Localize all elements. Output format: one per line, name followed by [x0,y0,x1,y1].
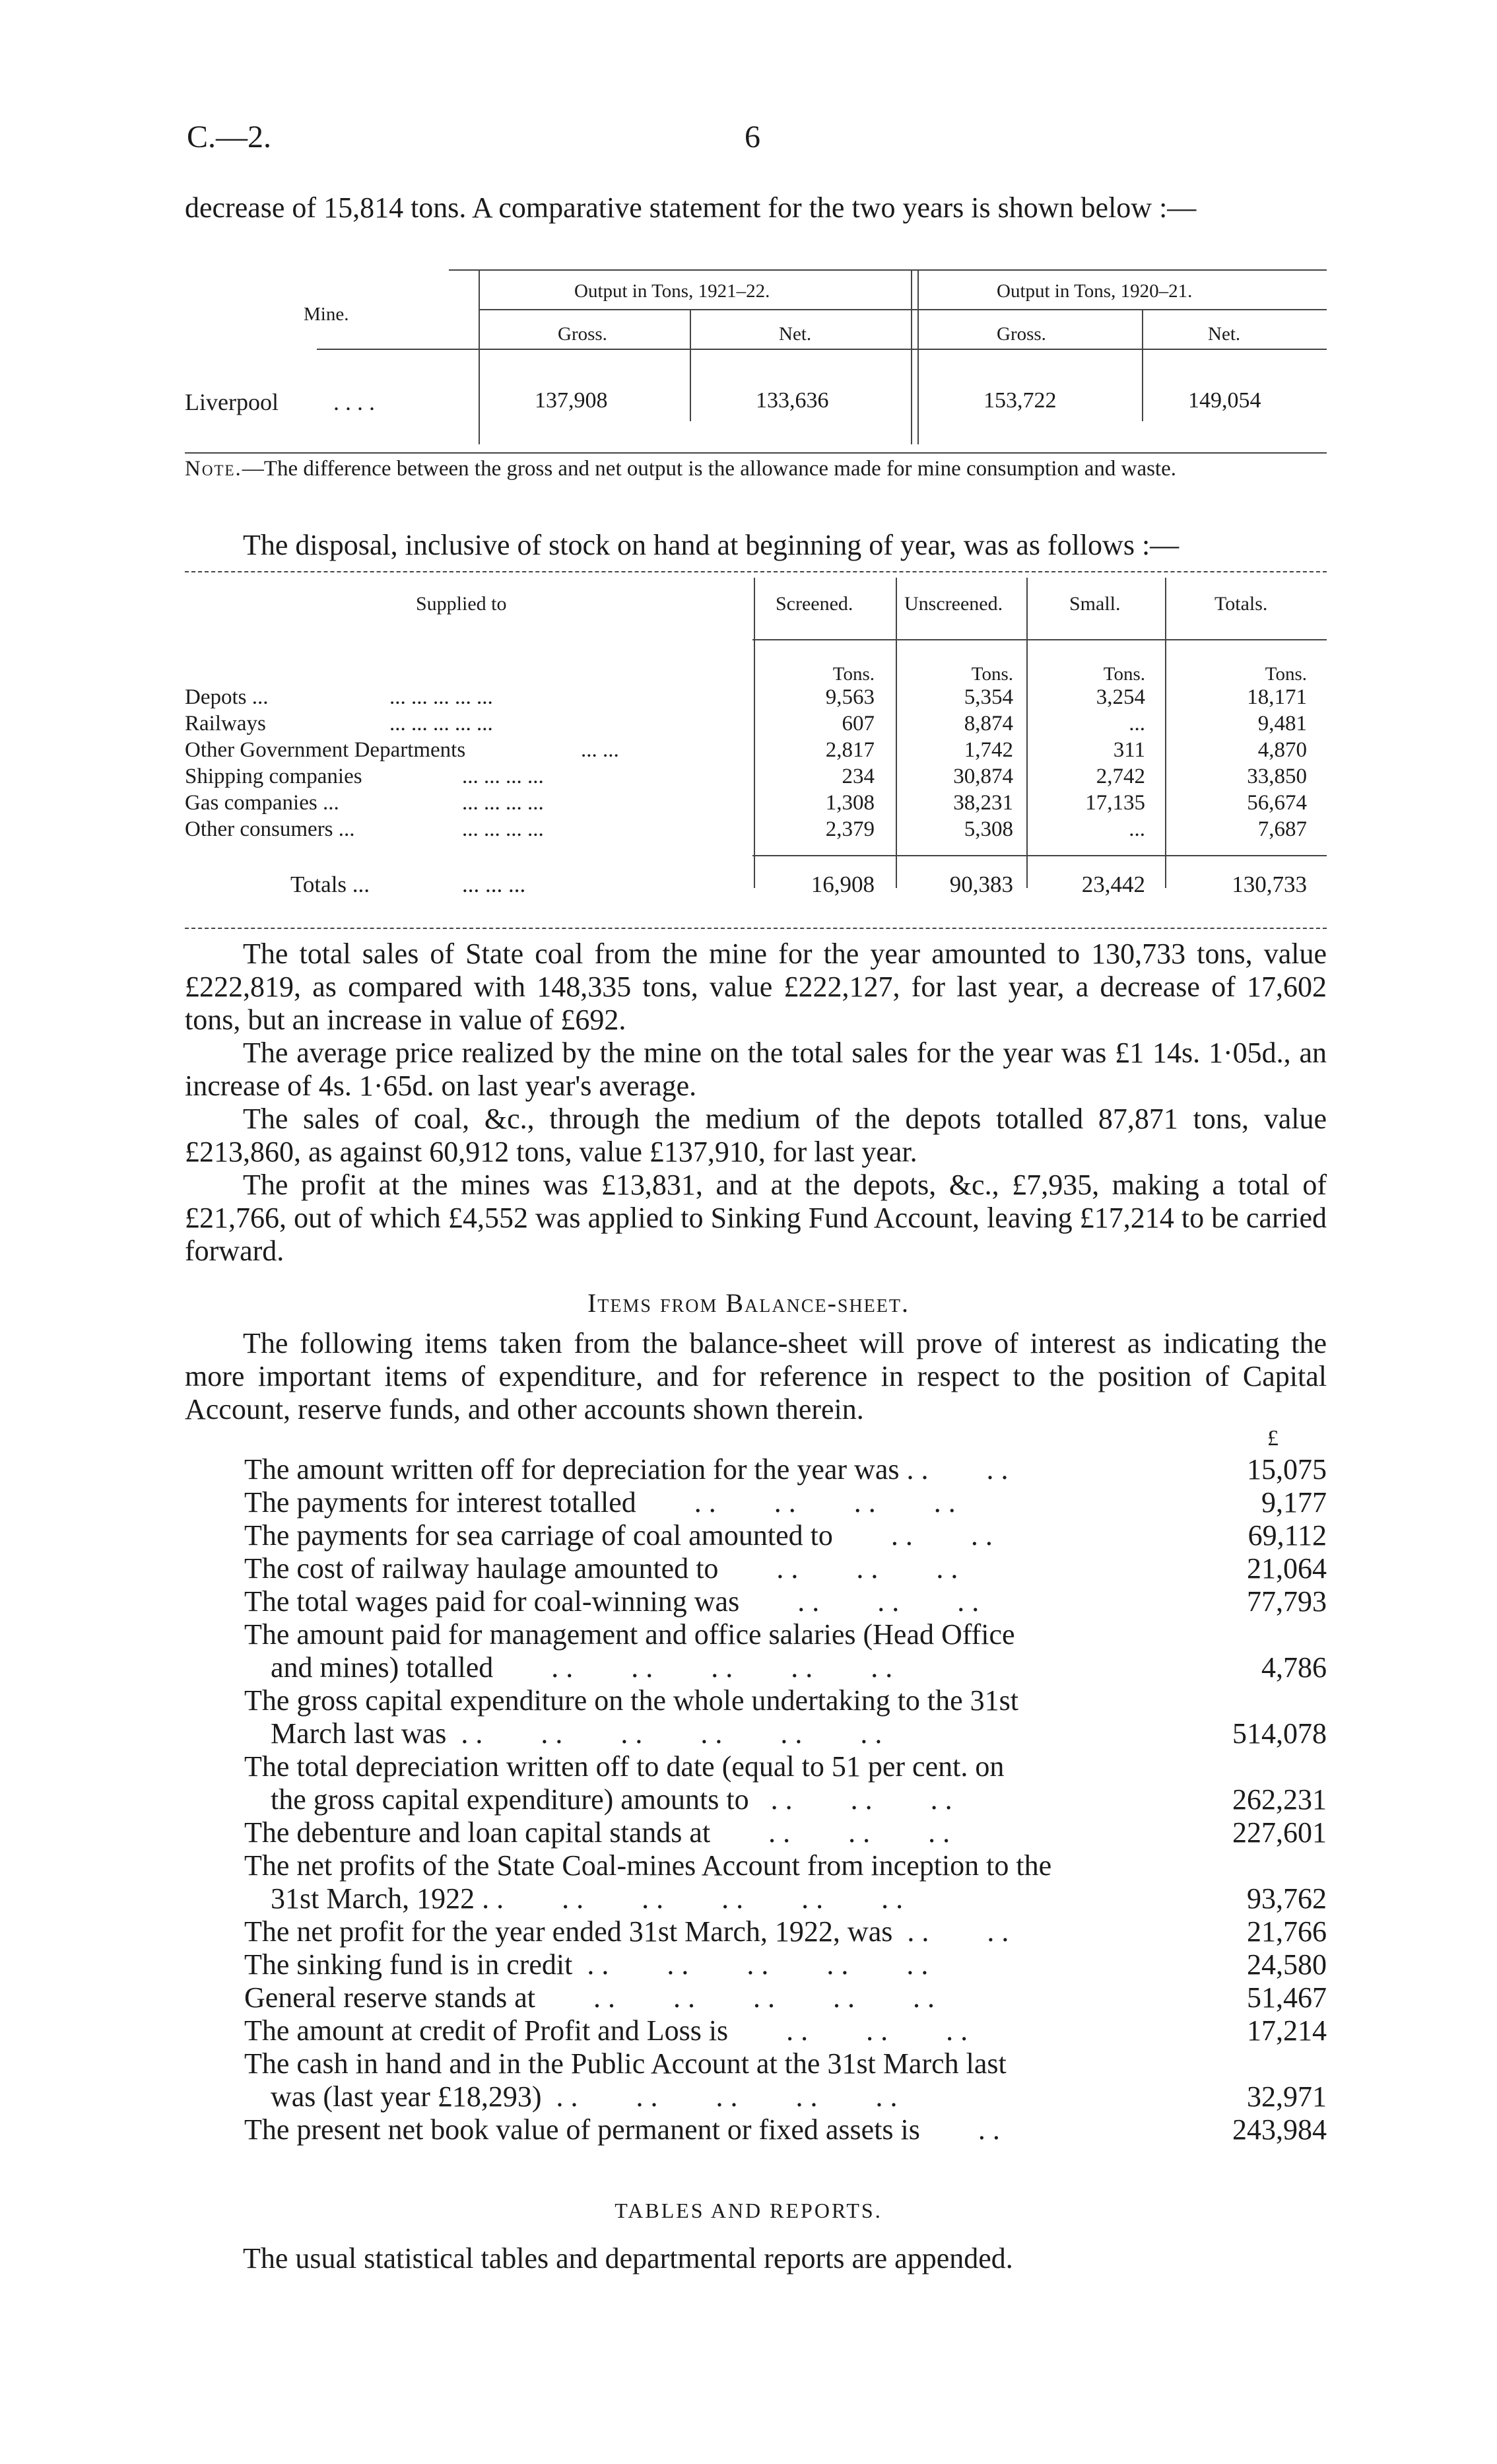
disposal-table [185,568,1327,938]
balance-items [244,1453,1327,2146]
small-value: ... [1129,817,1145,841]
row-dots: ... ... ... ... [462,765,544,788]
unscreened-header: Unscreened. [904,593,1003,615]
currency-symbol: £ [1267,1426,1279,1451]
screened-value: 2,817 [825,738,875,762]
row-label: Shipping companies [185,765,362,788]
note-label: Note. [185,457,242,481]
total-value: 56,674 [1247,791,1307,815]
total-value: 33,850 [1247,765,1307,788]
screened-value: 1,308 [825,791,875,815]
list-item: The net profit for the year ended 31st March, 1922, was . . . . 21,766 [244,1915,1327,1948]
paragraph: The total sales of State coal from the mine for the year amounted to 130,733 tons, value £222,819, as compared with 148,335 tons, value £222,127, for last year, a decrease of 17,602 tons, but an increase in value of £692. [185,938,1327,1036]
row-dots: ... ... ... ... [462,817,544,841]
total-unscreened: 90,383 [949,872,1013,897]
net-1921-22: 133,636 [756,388,829,413]
unscreened-value: 5,308 [964,817,1013,841]
page-number: 6 [745,120,760,154]
list-item: The sinking fund is in credit . . . . . . . . . . 24,580 [244,1948,1327,1981]
total-value: 18,171 [1247,685,1307,709]
total-screened: 16,908 [811,872,875,897]
screened-value: 234 [842,765,875,788]
row-dots: ... ... ... ... ... [389,712,493,736]
list-item: General reserve stands at . . . . . . . . . . 51,467 [244,1981,1327,2014]
unscreened-value: 1,742 [964,738,1013,762]
list-item: The amount at credit of Profit and Loss is . . . . . . 17,214 [244,2014,1327,2047]
paragraph: The sales of coal, &c., through the medium of the depots totalled 87,871 tons, value £213,860, as against 60,912 tons, value £137,910, for last year. [185,1103,1327,1168]
small-value: ... [1129,712,1145,736]
list-item: The cash in hand and in the Public Account at the 31st March last was (last year £18,293) . . . . . . . . . . 32,971 [244,2047,1327,2113]
gross-1920-21: 153,722 [983,388,1057,413]
balance-intro: The following items taken from the balance-sheet will prove of interest as indicating the more important items of expenditure, and for reference in respect to the position of Capital Account, reserve funds, and other accounts shown therein. [185,1327,1327,1425]
list-item: The cost of railway haulage amounted to . . . . . . 21,064 [244,1552,1327,1585]
list-item: The amount paid for management and office salaries (Head Office and mines) totalled . . . . . . . . . . 4,786 [244,1618,1327,1684]
small-value: 2,742 [1096,765,1145,788]
screened-value: 9,563 [825,685,875,709]
list-item: The payments for sea carriage of coal amounted to . . . . 69,112 [244,1519,1327,1552]
unscreened-value: 5,354 [964,685,1013,709]
unscreened-value: 8,874 [964,712,1013,736]
small-value: 17,135 [1085,791,1145,815]
small-header: Small. [1069,593,1121,615]
net-header-2: Net. [1208,324,1241,345]
row-label: Railways [185,712,266,736]
unit-unscreened: Tons. [971,664,1013,685]
total-value: 4,870 [1257,738,1307,762]
total-small: 23,442 [1081,872,1145,897]
row-label: Other Government Departments [185,738,466,762]
totals-header: Totals. [1214,593,1268,615]
unscreened-value: 30,874 [953,765,1013,788]
screened-value: 607 [842,712,875,736]
unit-small: Tons. [1103,664,1145,685]
gross-1921-22: 137,908 [535,388,608,413]
list-item: The amount written off for depreciation for the year was . . . . 15,075 [244,1453,1327,1486]
gross-header-2: Gross. [997,324,1046,345]
total-value: 7,687 [1257,817,1307,841]
intro-paragraph: decrease of 15,814 tons. A comparative statement for the two years is shown below :— [185,191,1197,224]
totals-label: Totals ... [290,872,370,897]
list-item: The payments for interest totalled . . . . . . . . 9,177 [244,1486,1327,1519]
gross-header-1: Gross. [558,324,607,345]
supplied-to-header: Supplied to [416,593,507,615]
balance-sheet-heading: Items from Balance-sheet. [587,1288,910,1318]
document-reference: C.—2. [187,120,272,154]
list-item: The total depreciation written off to date (equal to 51 per cent. on the gross capital expenditure) amounts to . . . . . . 262,231 [244,1750,1327,1816]
net-header-1: Net. [779,324,812,345]
tables-reports-heading: TABLES AND REPORTS. [615,2199,882,2222]
screened-header: Screened. [776,593,853,615]
output-table [185,264,1327,452]
unit-screened: Tons. [832,664,875,685]
mine-column-header: Mine. [304,304,349,325]
mine-name: Liverpool [185,389,279,415]
list-item: The total wages paid for coal-winning was . . . . . . 77,793 [244,1585,1327,1618]
small-value: 3,254 [1096,685,1145,709]
unscreened-value: 38,231 [953,791,1013,815]
net-1920-21: 149,054 [1188,388,1261,413]
row-dots: ... ... [581,738,619,762]
output-1920-21-header: Output in Tons, 1920–21. [997,281,1193,302]
paragraph: The average price realized by the mine on the total sales for the year was £1 14s. 1·05d., an increase of 4s. 1·65d. on last year's average. [185,1037,1327,1102]
screened-value: 2,379 [825,817,875,841]
row-dots: ... ... ... ... [462,791,544,815]
list-item: The present net book value of permanent or fixed assets is . . 243,984 [244,2113,1327,2146]
row-label: Other consumers ... [185,817,355,841]
tables-reports-text: The usual statistical tables and departmental reports are appended. [243,2242,1013,2275]
unit-totals: Tons. [1265,664,1307,685]
list-item: The debenture and loan capital stands at . . . . . . 227,601 [244,1816,1327,1849]
row-label: Depots ... [185,685,269,709]
sales-paragraphs [185,938,1327,1268]
paragraph: The profit at the mines was £13,831, and at the depots, &c., £7,935, making a total of £21,766, out of which £4,552 was applied to Sinking Fund Account, leaving £17,214 to be carried forward. [185,1169,1327,1267]
mine-dots: . . . . [333,389,375,415]
row-dots: ... ... ... ... ... [389,685,493,709]
list-item: The gross capital expenditure on the whole undertaking to the 31st March last was . . . . . . . . . . . . 514,078 [244,1684,1327,1750]
output-1921-22-header: Output in Tons, 1921–22. [574,281,770,302]
small-value: 311 [1113,738,1145,762]
note-text: —The difference between the gross and net output is the allowance made for mine consumption and waste. [242,457,1176,481]
list-item: The net profits of the State Coal-mines Account from inception to the 31st March, 1922 . . . . . . . . . . . . 93,762 [244,1849,1327,1915]
output-note [185,456,1327,482]
totals-dots: ... ... ... [462,872,526,897]
total-value: 9,481 [1257,712,1307,736]
disposal-intro: The disposal, inclusive of stock on hand at beginning of year, was as follows :— [243,529,1180,561]
row-label: Gas companies ... [185,791,339,815]
grand-total: 130,733 [1232,872,1307,897]
